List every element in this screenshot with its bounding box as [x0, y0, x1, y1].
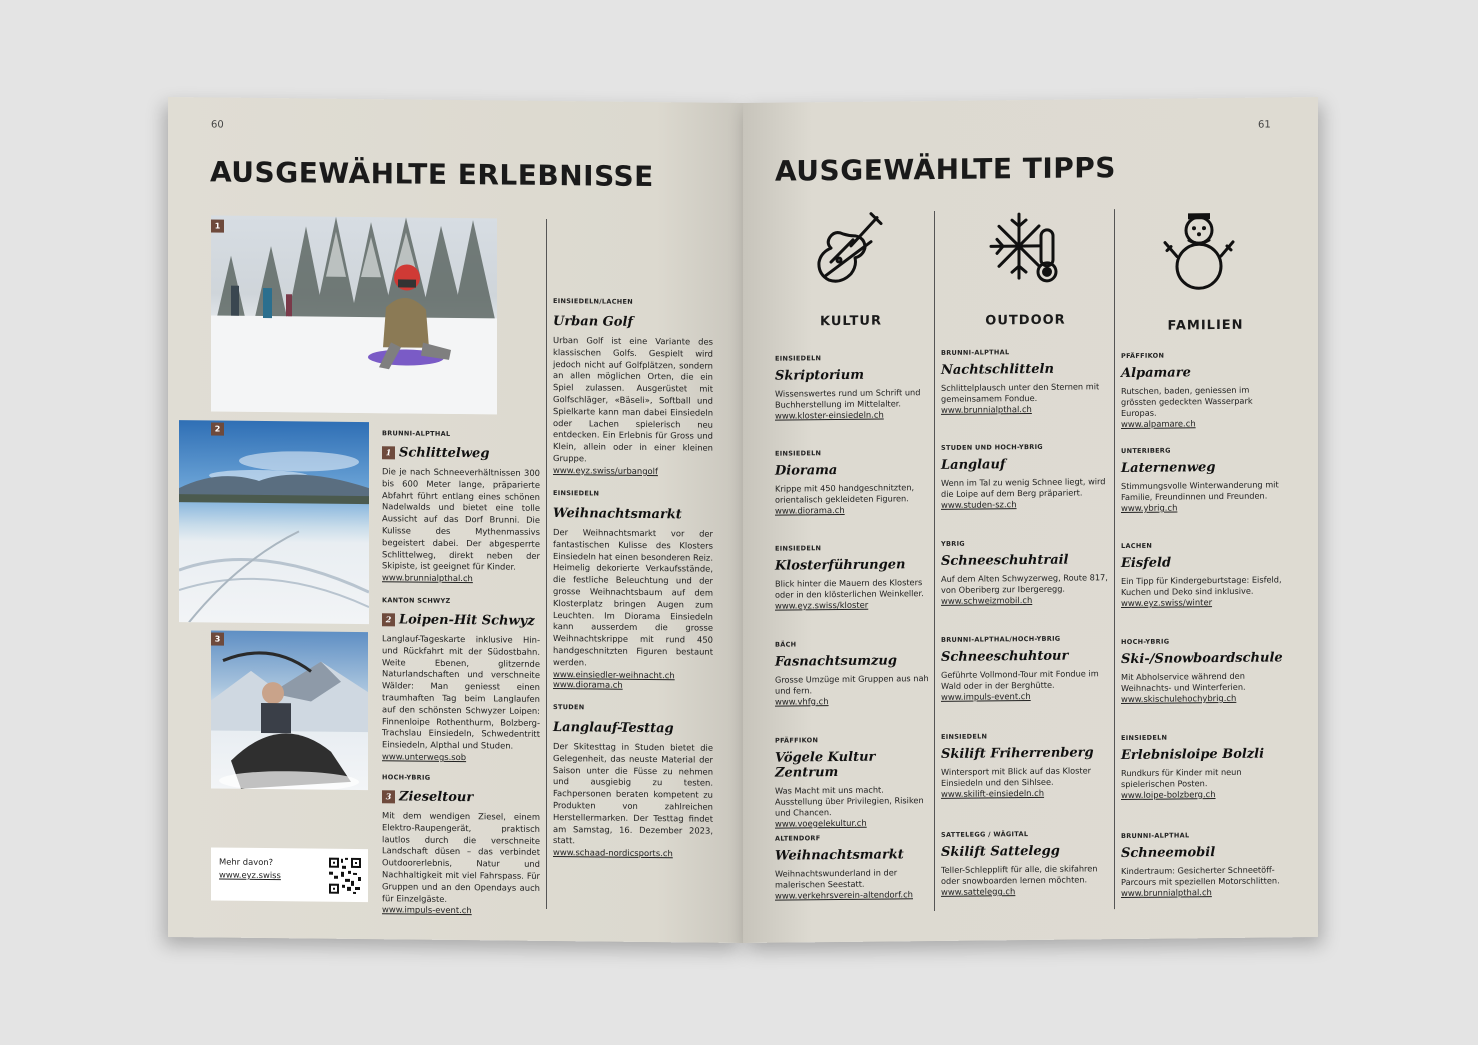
tip-location: EINSIEDELN	[775, 354, 822, 363]
tip-text: Schlittelplausch unter den Sternen mit gemeinsamem Fondue.	[941, 381, 1100, 404]
tip-link[interactable]: www.voegelekultur.ch	[775, 817, 867, 829]
tip-location: EINSIEDELN	[775, 544, 822, 553]
tip-title: Fasnachtsumzug	[775, 653, 897, 670]
tip-text: Ein Tipp für Kindergeburtstage: Eisfeld, Kuchen und Deko sind inklusive.	[1121, 574, 1282, 598]
tip-text: Wissenswertes rund um Schrift und Buchherstellung im Mittelalter.	[775, 387, 921, 410]
tip-text: Krippe mit 450 handgeschnitzten, orientalisch gekleideten Figuren.	[775, 482, 915, 505]
photo-sledding	[211, 215, 497, 414]
photo-cross-country-skiing	[179, 420, 369, 624]
tip-title: Klosterführungen	[775, 557, 906, 574]
tip-text: Auf dem Alten Schwyzerweg, Route 817, von Oberiberg zur Ibergeregg.	[941, 572, 1108, 595]
tip-alpamare	[1121, 350, 1286, 429]
item-link[interactable]: www.einsiedler-weihnacht.ch	[553, 668, 675, 680]
tip-title: Alpamare	[1121, 365, 1191, 382]
item-heading	[382, 789, 540, 806]
tip-text: Grosse Umzüge mit Gruppen aus nah und fern.	[775, 673, 929, 696]
item-schlittelweg	[382, 429, 540, 584]
tip-eisfeld	[1121, 540, 1286, 608]
tip-skilift-friherrenberg	[941, 731, 1111, 799]
snowman-icon	[1163, 210, 1235, 295]
tip-link[interactable]: www.alpamare.ch	[1121, 418, 1196, 430]
tip-title: Skriptorium	[775, 367, 864, 384]
tip-location: BRUNNI-ALPTHAL/HOCH-YBRIG	[941, 634, 1061, 644]
item-weihnachtsmarkt	[553, 489, 713, 690]
tip-title: Ski-/Snowboardschule	[1121, 650, 1283, 668]
item-link[interactable]: www.unterwegs.sob	[382, 751, 467, 763]
tip-title: Erlebnisloipe Bolzli	[1121, 746, 1265, 764]
tip-text: Rundkurs für Kinder mit neun spielerischen Posten.	[1121, 766, 1242, 790]
tip-klosterfuehrungen	[775, 543, 933, 611]
tip-link[interactable]: www.studen-sz.ch	[941, 499, 1017, 510]
tip-text: Kindertraum: Gesicherter Schneetöff-Parcours mit speziellen Motorschlitten.	[1121, 864, 1280, 888]
tip-title: Schneemobil	[1121, 845, 1216, 862]
item-location: HOCH-YBRIG	[382, 773, 431, 782]
item-text: Die je nach Schneeverhältnissen 300 bis 600 Meter lange, präparierte Abfahrt führt entlang eines schönen Nadelwalds und bietet eine tolle Aussicht auf das Dorf Brunni. Die Kulisse des Mythenmassivs begeistert dabei. Der abgesperrte Schlittelweg, direkt neben der Skipiste, ist geeignet für Kinder.	[382, 466, 540, 573]
tip-text: Mit Abholservice während den Weihnachts- und Winterferien.	[1121, 670, 1246, 694]
tip-location: LACHEN	[1121, 541, 1153, 551]
tip-nachtschlitteln	[941, 347, 1111, 415]
more-link[interactable]: www.eyz.swiss	[219, 869, 281, 881]
tip-title: Diorama	[775, 463, 838, 479]
tip-location: ALTENDORF	[775, 834, 821, 843]
tip-link[interactable]: www.brunnialpthal.ch	[941, 403, 1032, 415]
tip-link[interactable]: www.eyz.swiss/kloster	[775, 599, 869, 611]
tip-location: BRUNNI-ALPTHAL	[1121, 831, 1190, 841]
item-text: Mit dem wendigen Ziesel, einem Elektro-Raupengerät, praktisch lautlos durch die verschneite Landschaft düsen – das verbindet Outdoorerlebnis, Natur und Nachhaltigkeit mit viel Fahrspass. Für Gruppen und an den Opendays auch für Einzelgäste.	[382, 810, 540, 904]
tip-link[interactable]: www.skilift-einsiedeln.ch	[941, 787, 1045, 799]
tip-location: PFÄFFIKON	[1121, 351, 1165, 361]
page-title: AUSGEWÄHLTE ERLEBNISSE	[210, 155, 654, 194]
tip-text: Wenn im Tal zu wenig Schnee liegt, wird die Loipe auf dem Berg präpariert.	[941, 476, 1106, 499]
tip-location: BÄCH	[775, 640, 797, 649]
image-number-badge: 1	[211, 219, 224, 232]
tip-text: Stimmungsvolle Winterwanderung mit Familie, Freundinnen und Freunden.	[1121, 479, 1279, 503]
violin-icon	[813, 210, 885, 289]
tip-title: Eisfeld	[1121, 555, 1172, 572]
tip-location: PFÄFFIKON	[775, 736, 819, 745]
tip-text: Blick hinter die Mauern des Klosters oder in den klösterlichen Weinkeller.	[775, 577, 924, 600]
tip-title: Skilift Friherrenberg	[941, 745, 1094, 762]
item-loipen-hit	[382, 596, 540, 763]
tip-location: HOCH-YBRIG	[1121, 637, 1170, 647]
tip-title: Weihnachtsmarkt	[775, 847, 904, 864]
column-divider	[934, 211, 935, 911]
item-number-badge: 1	[382, 446, 395, 459]
tip-voegele-kultur	[775, 735, 933, 829]
tip-link[interactable]: www.impuls-event.ch	[941, 690, 1031, 702]
item-location: EINSIEDELN	[553, 489, 600, 498]
category-outdoor: OUTDOOR	[985, 312, 1066, 329]
image-number-badge: 2	[211, 422, 224, 435]
item-text: Urban Golf ist eine Variante des klassischen Golfs. Gespielt wird jedoch nicht auf Golfplätzen, sondern an allen möglichen Orten, die ein Spiel zulassen. Ausgerüstet mit Golfschläger, «Bäseli», Softball und Spielkarte kann man dabei Einsiedeln oder Lachen spielerisch neu entdecken. Ein Erlebnis für Gross und Klein, allein oder in einer kleinen Gruppe.	[553, 335, 713, 464]
item-location: EINSIEDELN/LACHEN	[553, 297, 633, 306]
image-number-badge: 3	[211, 632, 224, 645]
item-location: BRUNNI-ALPTHAL	[382, 429, 451, 438]
page-title: AUSGEWÄHLTE TIPPS	[775, 151, 1116, 188]
item-link[interactable]: www.eyz.swiss/urbangolf	[553, 464, 658, 476]
tip-location: YBRIG	[941, 539, 965, 548]
item-title: Weihnachtsmarkt	[553, 506, 682, 523]
tip-link[interactable]: www.brunnialpthal.ch	[1121, 887, 1212, 899]
tip-title: Laternenweg	[1121, 460, 1216, 477]
column-divider	[1114, 209, 1115, 909]
item-urban-golf	[553, 297, 713, 476]
item-title: Loipen-Hit Schwyz	[399, 612, 535, 629]
item-heading	[382, 445, 540, 462]
tip-link[interactable]: www.skischulehochybrig.ch	[1121, 692, 1237, 705]
item-link[interactable]: www.impuls-event.ch	[382, 904, 472, 916]
tip-title: Vögele Kultur Zentrum	[775, 749, 876, 781]
item-langlauf-testtag	[553, 703, 713, 859]
category-kultur: KULTUR	[820, 313, 882, 330]
tip-link[interactable]: www.loipe-bolzberg.ch	[1121, 789, 1216, 801]
tip-link[interactable]: www.ybrig.ch	[1121, 502, 1178, 514]
tip-text: Weihnachtswunderland in der malerischen Seestatt.	[775, 867, 898, 890]
photo-ziesel-tour	[211, 630, 368, 790]
right-page	[743, 97, 1318, 943]
more-info-box	[211, 847, 368, 902]
tip-location: EINSIEDELN	[941, 732, 988, 741]
item-text: Langlauf-Tageskarte inklusive Hin- und Rückfahrt mit der Südostbahn. Weite Ebenen, glitzernde Naturlandschaften und verschneite Wälder: Man geniesst einen traumhaften Tag beim Langlaufen auf den schönsten Schwyzer Loipen: Finnenloipe Rothenthurm, Bolzberg-Trachslau Einsiedeln, Schwedentritt Einsiedeln, Alpthal und Studen.	[382, 633, 540, 751]
tip-text: Wintersport mit Blick auf das Kloster Einsiedeln und den Sihlsee.	[941, 765, 1092, 788]
item-location: STUDEN	[553, 703, 585, 712]
tip-text: Was Macht mit uns macht. Ausstellung über Privilegien, Risiken und Chancen.	[775, 784, 924, 818]
tip-title: Schneeschuhtour	[941, 648, 1069, 665]
tip-link[interactable]: www.sattelegg.ch	[941, 886, 1016, 897]
category-familien: FAMILIEN	[1167, 317, 1244, 334]
page-number: 60	[211, 119, 224, 131]
tip-schneeschuhtrail	[941, 538, 1111, 606]
item-zieseltour	[382, 773, 540, 916]
tip-location: STUDEN UND HOCH-YBRIG	[941, 442, 1043, 452]
item-link[interactable]: www.diorama.ch	[553, 678, 623, 690]
column-divider	[546, 219, 547, 909]
tip-skilift-sattelegg	[941, 829, 1111, 897]
item-title: Urban Golf	[553, 314, 633, 330]
page-number: 61	[1258, 119, 1271, 131]
tip-diorama	[775, 448, 933, 516]
more-label: Mehr davon?	[219, 856, 274, 868]
item-title: Zieseltour	[399, 789, 474, 806]
item-heading	[382, 612, 540, 629]
tip-title: Skilift Sattelegg	[941, 843, 1060, 860]
item-link[interactable]: www.brunnialpthal.ch	[382, 572, 473, 584]
tip-skriptorium	[775, 353, 933, 421]
tip-location: BRUNNI-ALPTHAL	[941, 348, 1010, 357]
magazine-spread	[168, 100, 1318, 950]
tip-title: Langlauf	[941, 457, 1006, 473]
left-page	[168, 97, 743, 943]
tip-link[interactable]: www.diorama.ch	[775, 504, 845, 516]
tip-location: UNTERIBERG	[1121, 446, 1171, 456]
item-text: Der Weihnachtsmarkt vor der fantastischen Kulisse des Klosters Einsiedeln hat einen besonderen Reiz. Heimelig dekorierte Verkaufsstände, die festliche Beleuchtung und der grosse Weihnachtsbaum auf dem Klosterplatz bringen Augen zum Leuchten. Im Diorama Einsiedeln kann ausserdem die grosse Weihnachtskrippe mit rund 450 handgeschnitzten Figuren bestaunt werden.	[553, 527, 713, 668]
tip-weihnachtsmarkt-altendorf	[775, 833, 933, 901]
tip-link[interactable]: www.vhfg.ch	[775, 696, 829, 707]
tip-text: Geführte Vollmond-Tour mit Fondue im Wald oder in der Berghütte.	[941, 668, 1099, 691]
tip-link[interactable]: www.verkehrsverein-altendorf.ch	[775, 889, 913, 901]
tip-langlauf	[941, 442, 1111, 510]
item-number-badge: 3	[382, 790, 395, 803]
item-title: Langlauf-Testtag	[553, 720, 674, 737]
tip-schneemobil	[1121, 830, 1286, 898]
item-link[interactable]: www.schaad-nordicsports.ch	[553, 847, 673, 859]
tip-fasnachtsumzug	[775, 639, 933, 707]
qr-code-icon[interactable]	[328, 857, 362, 895]
tip-location: EINSIEDELN	[775, 449, 822, 458]
tip-schneeschuhtour	[941, 634, 1111, 702]
snowflake-thermometer-icon	[985, 208, 1065, 289]
tip-text: Teller-Schlepplift für alle, die skifahren oder snowboarden lernen möchten.	[941, 863, 1098, 886]
tip-erlebnisloipe	[1121, 732, 1286, 800]
item-number-badge: 2	[382, 613, 395, 626]
tip-location: SATTELEGG / WÄGITAL	[941, 830, 1029, 839]
tip-link[interactable]: www.schweizmobil.ch	[941, 594, 1033, 606]
tip-title: Schneeschuhtrail	[941, 552, 1069, 569]
item-text: Der Skitesttag in Studen bietet die Gelegenheit, das neuste Material der Saison unter die Füsse zu nehmen und ausgiebig zu testen. Fachpersonen beraten kompetent zu Produkten von zahlreichen Herstellermarken. Der Testtag findet am Samstag, 16. Dezember 2023, statt.	[553, 741, 713, 846]
tip-skischule	[1121, 636, 1286, 704]
tip-title: Nachtschlitteln	[941, 361, 1054, 378]
tip-location: EINSIEDELN	[1121, 733, 1168, 743]
tip-link[interactable]: www.kloster-einsiedeln.ch	[775, 409, 884, 421]
tip-link[interactable]: www.eyz.swiss/winter	[1121, 597, 1213, 609]
item-title: Schlittelweg	[399, 445, 490, 462]
item-location: KANTON SCHWYZ	[382, 596, 451, 605]
tip-laternenweg	[1121, 445, 1286, 513]
tip-text: Rutschen, baden, geniessen im grössten gedeckten Wasserpark Europas.	[1121, 384, 1253, 419]
